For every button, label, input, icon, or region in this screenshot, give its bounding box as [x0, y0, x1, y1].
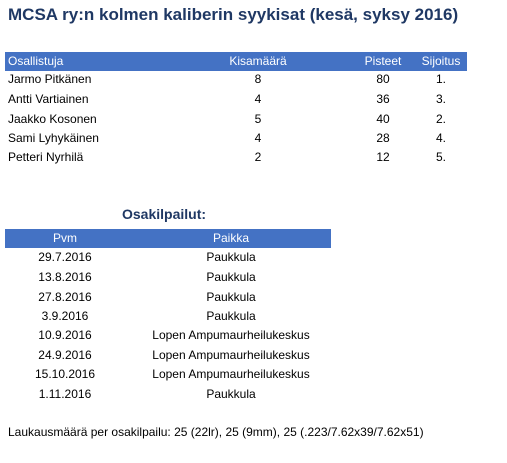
- event-location: Paukkula: [206, 309, 256, 323]
- table-row: [5, 90, 467, 109]
- event-location: Lopen Ampumaurheilukeskus: [152, 328, 310, 342]
- shot-count-note: Laukausmäärä per osakilpailu: 25 (22lr), 25 (9mm), 25 (.223/7.62x39/7.62x51): [8, 425, 424, 439]
- table-row: [5, 110, 467, 129]
- rank: 1.: [435, 72, 447, 86]
- event-date: 27.8.2016: [38, 290, 92, 304]
- standings-header: [5, 52, 467, 71]
- table-row: [5, 148, 467, 167]
- event-location: Lopen Ampumaurheilukeskus: [152, 348, 310, 362]
- table-row: [5, 268, 331, 287]
- points: 12: [376, 150, 390, 164]
- table-row: [5, 326, 331, 345]
- event-date: 1.11.2016: [38, 387, 92, 401]
- participant-name: Jarmo Pitkänen: [8, 72, 92, 86]
- header-location: Paikka: [212, 231, 250, 245]
- points: 36: [376, 92, 390, 106]
- table-row: [5, 248, 331, 267]
- competition-count: 4: [254, 92, 262, 106]
- participant-name: Jaakko Kosonen: [8, 112, 97, 126]
- rank: 3.: [435, 92, 447, 106]
- table-row: [5, 70, 467, 89]
- page-title: MCSA ry:n kolmen kaliberin syykisat (kesä, syksy 2016): [8, 5, 459, 24]
- header-date: Pvm: [53, 231, 77, 245]
- event-date: 15.10.2016: [34, 367, 96, 381]
- events-title: Osakilpailut:: [122, 206, 207, 222]
- event-date: 29.7.2016: [38, 250, 92, 264]
- header-participant: Osallistuja: [8, 54, 64, 68]
- competition-count: 4: [254, 131, 262, 145]
- rank: 4.: [435, 131, 447, 145]
- points: 40: [376, 112, 390, 126]
- participant-name: Antti Vartiainen: [8, 92, 89, 106]
- rank: 2.: [435, 112, 447, 126]
- event-location: Lopen Ampumaurheilukeskus: [152, 367, 310, 381]
- table-row: [5, 385, 331, 404]
- event-location: Paukkula: [206, 290, 256, 304]
- competition-count: 2: [254, 150, 262, 164]
- event-date: 10.9.2016: [38, 328, 92, 342]
- table-row: [5, 288, 331, 307]
- competition-count: 5: [254, 112, 262, 126]
- event-location: Paukkula: [206, 387, 256, 401]
- table-row: [5, 365, 331, 384]
- table-row: [5, 307, 331, 326]
- event-date: 24.9.2016: [38, 348, 92, 362]
- event-location: Paukkula: [206, 270, 256, 284]
- points: 28: [376, 131, 390, 145]
- participant-name: Sami Lyhykäinen: [8, 131, 99, 145]
- participant-name: Petteri Nyrhilä: [8, 150, 84, 164]
- points: 80: [376, 72, 390, 86]
- header-rank: Sijoitus: [421, 54, 461, 68]
- header-competitions: Kisamäärä: [229, 54, 287, 68]
- table-row: [5, 129, 467, 148]
- header-points: Pisteet: [364, 54, 402, 68]
- competition-count: 8: [254, 72, 262, 86]
- table-row: [5, 346, 331, 365]
- rank: 5.: [435, 150, 447, 164]
- event-date: 13.8.2016: [38, 270, 92, 284]
- event-location: Paukkula: [206, 250, 256, 264]
- event-date: 3.9.2016: [41, 309, 89, 323]
- events-header: [5, 229, 331, 248]
